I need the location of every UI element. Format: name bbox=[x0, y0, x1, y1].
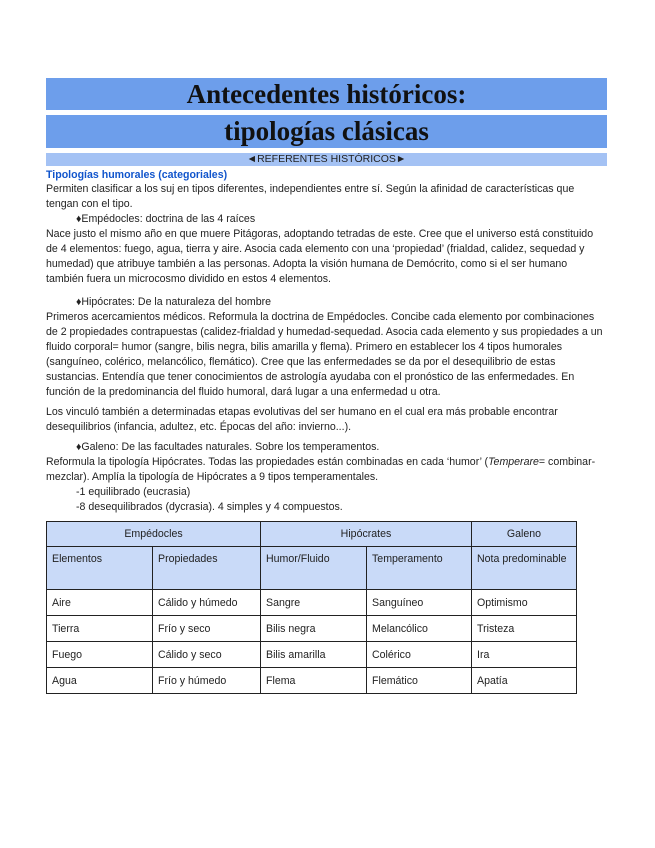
table-cell: Cálido y seco bbox=[153, 642, 261, 668]
table-cell: Sanguíneo bbox=[367, 590, 472, 616]
group-empedocles: Empédocles bbox=[47, 522, 261, 547]
table-group-row bbox=[47, 522, 577, 547]
table-row bbox=[47, 668, 577, 694]
table-cell: Frío y seco bbox=[153, 616, 261, 642]
title-line-2: tipologías clásicas bbox=[46, 115, 607, 148]
table-cell: Melancólico bbox=[367, 616, 472, 642]
table-cell: Ira bbox=[472, 642, 577, 668]
group-galeno: Galeno bbox=[472, 522, 577, 547]
table-cell: Sangre bbox=[261, 590, 367, 616]
table-cell: Cálido y húmedo bbox=[153, 590, 261, 616]
table-cell: Frío y húmedo bbox=[153, 668, 261, 694]
table-cell: Fuego bbox=[47, 642, 153, 668]
table-row bbox=[47, 590, 577, 616]
header-propiedades: Propiedades bbox=[153, 547, 261, 590]
header-elementos: Elementos bbox=[47, 547, 153, 590]
empedocles-bullet: ♦Empédocles: doctrina de las 4 raíces bbox=[76, 213, 256, 225]
galeno-text-a: Reformula la tipología Hipócrates. Todas las propiedades están combinadas en cada ‘humor’ ( bbox=[46, 456, 489, 468]
empedocles-paragraph: Nace justo el mismo año en que muere Pitágoras, adoptando tetradas de este. Cree que el universo está constituido de 4 elementos: fuego, agua, tierra y aire. Asocia cada elemento con una ‘propiedad’ (frialdad, calidez, sequedad y humedad) que atribuye también a las personas. Adopta la visión humana de Demócrito, como si el ser humano también fuera un microcosmo dividido en estos 4 elementos. bbox=[46, 228, 594, 285]
galeno-text-b: = combinar-mezclar). Amplía la tipología de Hipócrates a 9 tipos temperamentales. bbox=[46, 456, 596, 483]
table-cell: Aire bbox=[47, 590, 153, 616]
header-nota: Nota predominable bbox=[472, 547, 577, 590]
table-cell: Agua bbox=[47, 668, 153, 694]
table-cell: Bilis negra bbox=[261, 616, 367, 642]
table-row bbox=[47, 616, 577, 642]
table-cell: Flema bbox=[261, 668, 367, 694]
document-page bbox=[46, 78, 607, 694]
hipocrates-paragraph-2: Los vinculó también a determinadas etapas evolutivas del ser humano en el cual era más probable encontrar desequilibrios (infancia, adultez, etc. Épocas del año: invierno...). bbox=[46, 406, 558, 433]
header-temperamento: Temperamento bbox=[367, 547, 472, 590]
hipocrates-paragraph: Primeros acercamientos médicos. Reformula la doctrina de Empédocles. Concibe cada elemento por combinaciones de 2 propiedades contrapuestas (calidez-frialdad y humedad-sequedad. Asocia cada elemento y sus propiedades a un fluido corporal= humor (sangre, bilis negra, bilis amarilla y flema). Primero en establecer los 4 tipos humorales (sanguíneo, colérico, melancólico, flemático). Cree que las enfermedades se da por el desequilibrio de estas sustancias. Entendía que tener conocimientos de astrología ayudaba con el pronóstico de las enfermedades. En función de la predominancia del fluido humoral, dará lugar a una enfermedad u otra. bbox=[46, 311, 603, 398]
typology-table bbox=[46, 521, 577, 694]
table-cell: Optimismo bbox=[472, 590, 577, 616]
table-cell: Flemático bbox=[367, 668, 472, 694]
table-cell: Colérico bbox=[367, 642, 472, 668]
table-cell: Bilis amarilla bbox=[261, 642, 367, 668]
galeno-text-em: Temperare bbox=[488, 456, 539, 468]
table-header-row bbox=[47, 547, 577, 590]
table-cell: Apatía bbox=[472, 668, 577, 694]
title-line-1: Antecedentes históricos: bbox=[46, 78, 607, 110]
galeno-item-2: -8 desequilibrados (dycrasia). 4 simples y 4 compuestos. bbox=[76, 501, 343, 513]
table-cell: Tierra bbox=[47, 616, 153, 642]
galeno-bullet: ♦Galeno: De las facultades naturales. Sobre los temperamentos. bbox=[76, 441, 380, 453]
table-row bbox=[47, 642, 577, 668]
group-hipocrates: Hipócrates bbox=[261, 522, 472, 547]
intro-paragraph: Permiten clasificar a los suj en tipos diferentes, independientes entre sí. Según la afinidad de características que tengan con el tipo. bbox=[46, 183, 575, 210]
galeno-paragraph bbox=[46, 455, 607, 485]
table-cell: Tristeza bbox=[472, 616, 577, 642]
hipocrates-bullet: ♦Hipócrates: De la naturaleza del hombre bbox=[76, 296, 272, 308]
header-humor: Humor/Fluido bbox=[261, 547, 367, 590]
section-heading: Tipologías humorales (categoriales) bbox=[46, 169, 228, 181]
galeno-item-1: -1 equilibrado (eucrasia) bbox=[76, 486, 191, 498]
referentes-banner: ◄REFERENTES HISTÓRICOS► bbox=[46, 153, 607, 166]
